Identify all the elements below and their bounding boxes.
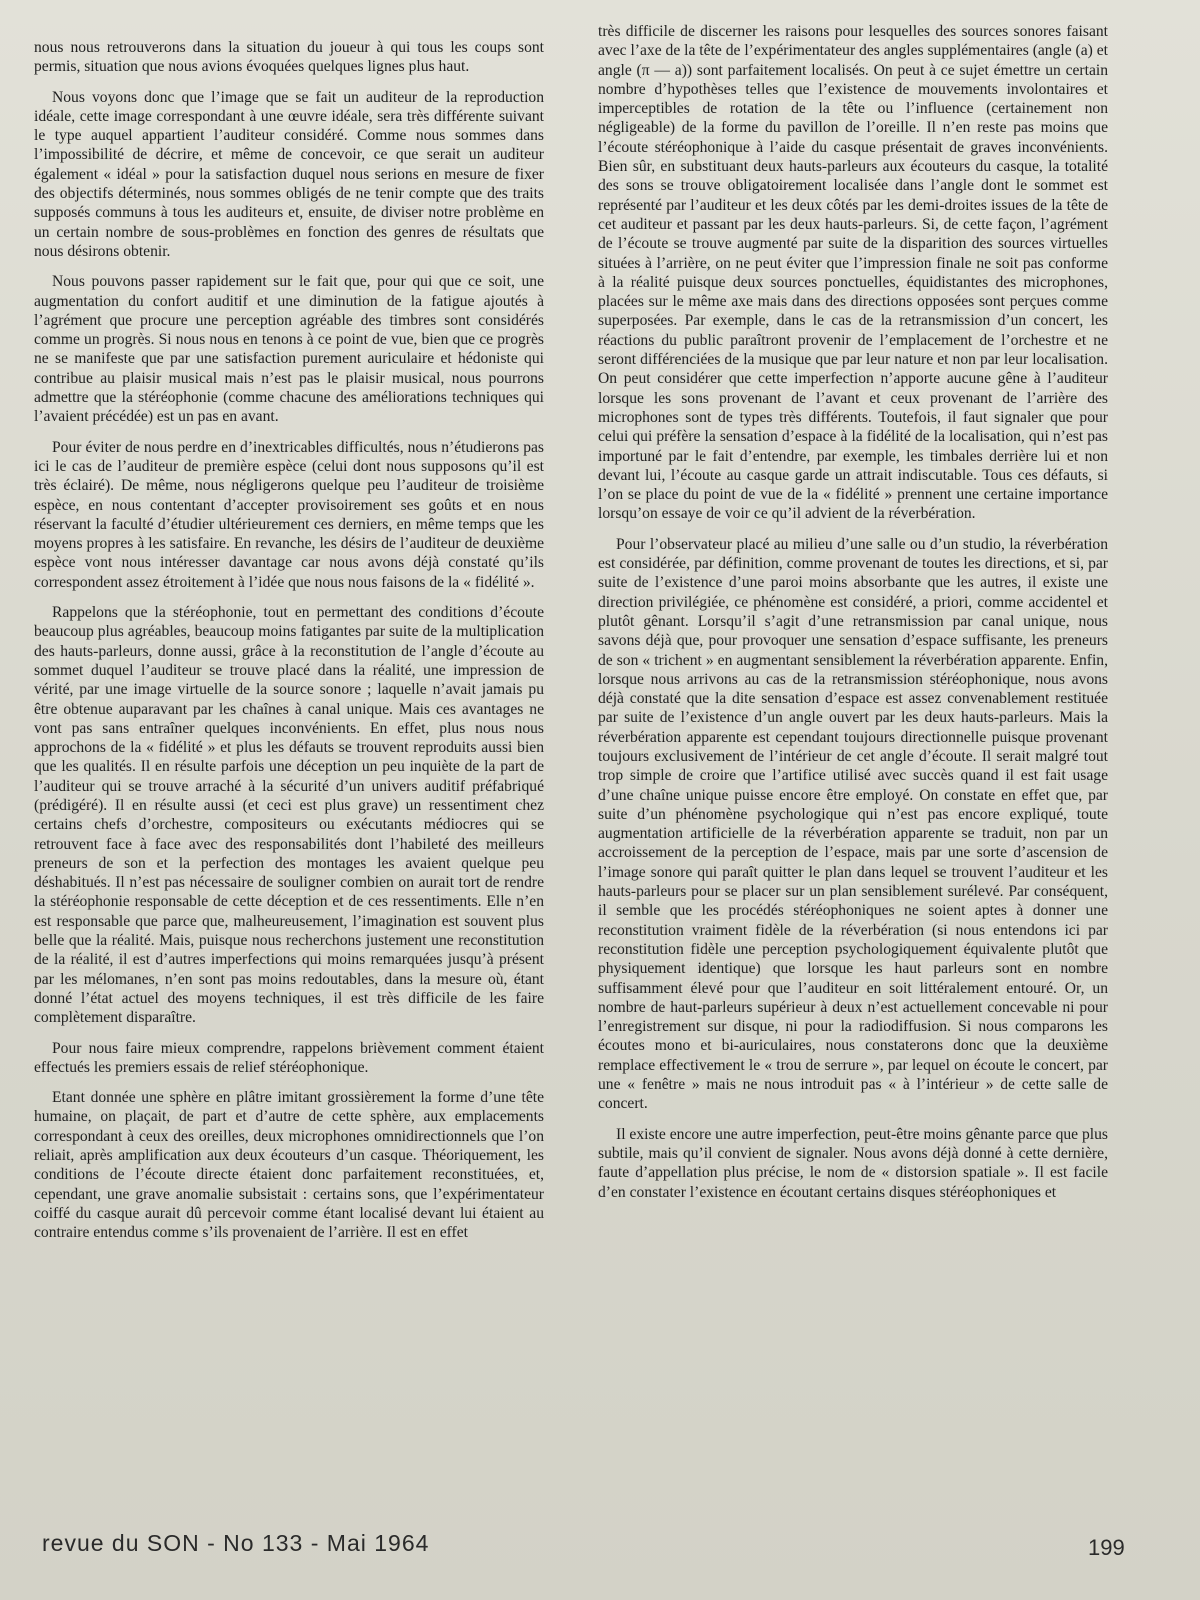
paragraph: nous nous retrouverons dans la situation du joueur à qui tous les coups sont permis, situation que nous avions évoquées quelques lignes plus haut. xyxy=(34,39,544,76)
paragraph: Pour l’observateur placé au milieu d’une salle ou d’un studio, la réverbération est considérée, par définition, comme provenant de toutes les directions, et si, par suite de l’existence d’une paroi moins absorbante que les autres, il existe une direction privilégiée, ce phénomène est considéré, a priori, comme accidentel et plutôt gênant. Lorsqu’il s’agit d’une retransmission par canal unique, nous savons déjà que, pour provoquer une sensation d’espace suffisante, les preneurs de son « trichent » en augmentant sensiblement la réverbération apparente. Enfin, lorsque nous arrivons au cas de la retransmission stéréophonique, nous avons déjà constaté que la dite sensation d’espace est assez convenablement restituée par suite de l’existence d’un angle ouvert par les deux hauts-parleurs. Mais la réverbération apparente est cependant toujours directionnelle puisque provenant toujours exclusivement de l’intérieur de cet angle d’écoute. Il serait malgré tout trop simple de croire que l’artifice utilisé avec succès quand il est fait usage d’une chaîne unique puisse encore être employé. On constate en effet que, par suite d’un phénomène psychologique qui n’est pas encore expliqué, toute augmentation artificielle de la réverbération apparente se traduit, non par un accroissement de la perception de l’espace, mais par une sorte d’ascension de l’image sonore qui paraît quitter le plan dans lequel se trouvent l’auditeur et les hauts-parleurs pour se placer sur un plan sensiblement surélevé. Par conséquent, il semble que les procédés stéréophoniques ne soient aptes à donner une reconstitution vraiment fidèle de la réverbération (si nous entendons ici par reconstitution fidèle une perception psychologiquement équivalente plutôt que physiquement identique) que lorsque les haut parleurs sont en nombre suffisamment élevé pour que l’auditeur en soit littéralement entouré. Or, un nombre de haut-parleurs supérieur à deux n’est actuellement concevable ni pour l’enregistrement sur disque, ni pour la radiodiffusion. Si nous comparons les écoutes mono et bi-auriculaires, nous constaterons donc que la deuxième remplace effectivement le « trou de serrure », par lequel on écoute le concert, par une « fenêtre » mais ne nous introduit pas « à l’intérieur » de cette salle de concert. xyxy=(598,535,1108,1113)
paragraph: Nous voyons donc que l’image que se fait un auditeur de la reproduction idéale, cette image correspondant à une œuvre idéale, sera très différente suivant le type auquel appartient l’auditeur considéré. Comme nous sommes dans l’impossibilité de décrire, et même de concevoir, ce que serait un auditeur également « idéal » pour la satisfaction duquel nous serions en mesure de fixer des objectifs déterminés, nous sommes obligés de ne tenir compte que des traits supposés communs à tous les auditeurs et, ensuite, de diviser notre problème en un certain nombre de sous-problèmes en fonction des genres de résultats que nous désirons obtenir. xyxy=(34,88,544,260)
paragraph: très difficile de discerner les raisons pour lesquelles des sources sonores faisant avec l’axe de la tête de l’expérimentateur des angles supplémentaires (angle (a) et angle (π — a)) sont parfaitement localisés. On peut à ce sujet émettre un certain nombre d’hypothèses telles que l’existence de mouvements involontaires et imperceptibles de rotation de la tête ou l’influence (certainement non négligeable) de la forme du pavillon de l’oreille. Il n’en reste pas moins que l’écoute stéréophonique à l’aide du casque présentait de graves inconvénients. Bien sûr, en substituant deux hauts-parleurs aux écouteurs du casque, la totalité des sons se trouve obligatoirement localisée dans l’angle dont le sommet est représenté par l’auditeur et les deux côtés par les demi-droites issues de la tête de cet auditeur et passant par les deux hauts-parleurs. Si, de cette façon, l’agrément de l’écoute se trouve augmenté par suite de la disparition des sources virtuelles situées à l’arrière, on ne peut éviter que l’impression finale ne soit pas conforme à la réalité puisque deux sources ponctuelles, équidistantes des microphones, placées sur le même axe mais dans des directions opposées sont perçues comme superposées. Par exemple, dans le cas de la retransmission d’un concert, les réactions du public paraîtront provenir de l’emplacement de l’orchestre et ne seront différenciées de la musique que par leur nature et non par leur localisation. On peut considérer que cette imperfection n’apporte aucune gêne à l’auditeur lorsque les sons provenant de l’avant et ceux provenant de l’arrière des microphones sont de types très différents. Toutefois, il faut signaler que pour celui qui préfère la sensation d’espace à la fidélité de la localisation, qui n’est pas importuné par le fait d’entendre, par exemple, les timbales derrière lui et non devant lui, l’écoute au casque garde un attrait indiscutable. Tous ces défauts, si l’on se place du point de vue de la « fidélité » prennent une certaine importance lorsqu’on essaye de voir ce qu’il advient de la réverbération. xyxy=(598,23,1109,523)
paragraph: Il existe encore une autre imperfection, peut-être moins gênante parce que plus subtile, mais qu’il convient de signaler. Nous avons déjà donné à cette dernière, faute d’appellation plus précise, le nom de « distorsion spatiale ». Il est facile d’en constater l’existence en écoutant certains disques stéréophoniques et xyxy=(598,1125,1108,1201)
right-column xyxy=(598,22,1108,1213)
paragraph: Rappelons que la stéréophonie, tout en permettant des conditions d’écoute beaucoup plus agréables, beaucoup moins fatigantes par suite de la multiplication des hauts-parleurs, donne aussi, grâce à la reconstitution de l’angle d’écoute au sommet duquel l’auditeur se trouve placé dans la réalité, une impression de vérité, par une image virtuelle de la source sonore ; laquelle n’avait jamais pu être obtenue auparavant par les chaînes à canal unique. Mais ces avantages ne vont pas sans entraîner quelques inconvénients. En effet, plus nous nous approchons de la « fidélité » et plus les défauts se trouvent reproduits aussi bien que les qualités. Il en résulte parfois une déception un peu inquiète de la part de l’auditeur qui se trouve arraché à la sécurité d’un univers auditif préfabriqué (prédigéré). Il en résulte aussi (et ceci est plus grave) un ressentiment chez certains chefs d’orchestre, compositeurs ou exécutants médiocres qui se retrouvent face à face avec des responsabilités dont l’habileté des meilleurs preneurs de son et la perfection des montages les avaient quelque peu déshabitués. Il n’est pas nécessaire de souligner combien on aurait tort de rendre la stéréophonie responsable de cette déception et de ces ressentiments. Elle n’en est responsable que parce que, malheureusement, l’imagination est souvent plus belle que la réalité. Mais, puisque nous recherchons justement une reconstitution de la réalité, il est d’autres imperfections qui moins remarquées jusqu’à présent par les mélomanes, n’en sont pas moins redoutables, dans la mesure où, étant donné l’état actuel des moyens techniques, il est très difficile de les faire complètement disparaître. xyxy=(34,604,544,1027)
paragraph: Pour nous faire mieux comprendre, rappelons brièvement comment étaient effectués les premiers essais de relief stéréophonique. xyxy=(34,1039,544,1076)
left-column xyxy=(34,38,544,1254)
paragraph: Etant donnée une sphère en plâtre imitant grossièrement la forme d’une tête humaine, on plaçait, de part et d’autre de cette sphère, aux emplacements correspondant à ceux des oreilles, deux microphones omnidirectionnels que l’on reliait, après amplification aux deux écouteurs d’un casque. Théoriquement, les conditions de l’écoute directe étaient donc parfaitement reconstituées, et, cependant, une grave anomalie subsistait : certains sons, que l’expérimentateur coiffé du casque aurait dû percevoir comme étant localisé devant lui étaient au contraire entendus comme s’ils provenaient de l’arrière. Il est en effet xyxy=(34,1089,544,1242)
paragraph: Pour éviter de nous perdre en d’inextricables difficultés, nous n’étudierons pas ici le cas de l’auditeur de première espèce (celui dont nous supposons qu’il est très éclairé). De même, nous négligerons quelque peu l’auditeur de troisième espèce, en nous contentant d’accepter provisoirement ses goûts et en nous réservant la faculté d’étudier ultérieurement ces derniers, en même temps que les moyens propres à les satisfaire. En revanche, les désirs de l’auditeur de deuxième espèce vont nous intéresser davantage car nous avons déjà constaté qu’ils correspondent assez étroitement à l’idée que nous nous faisons de la « fidélité ». xyxy=(34,438,544,591)
page-number: 199 xyxy=(1088,1535,1125,1560)
publication-footer: revue du SON - No 133 - Mai 1964 xyxy=(42,1530,430,1556)
paragraph: Nous pouvons passer rapidement sur le fait que, pour qui que ce soit, une augmentation du confort auditif et une diminution de la fatigue ajoutés à l’agrément que procure une perception agréable des timbres sont considérés comme un progrès. Si nous nous en tenons à ce point de vue, bien que ce progrès ne se manifeste que par une satisfaction purement auriculaire et hédoniste qui contribue au plaisir musical mais n’est pas le plaisir musical, nous pourrons admettre que la stéréophonie (comme chacune des améliorations techniques qui l’avaient précédée) est un pas en avant. xyxy=(34,273,544,426)
